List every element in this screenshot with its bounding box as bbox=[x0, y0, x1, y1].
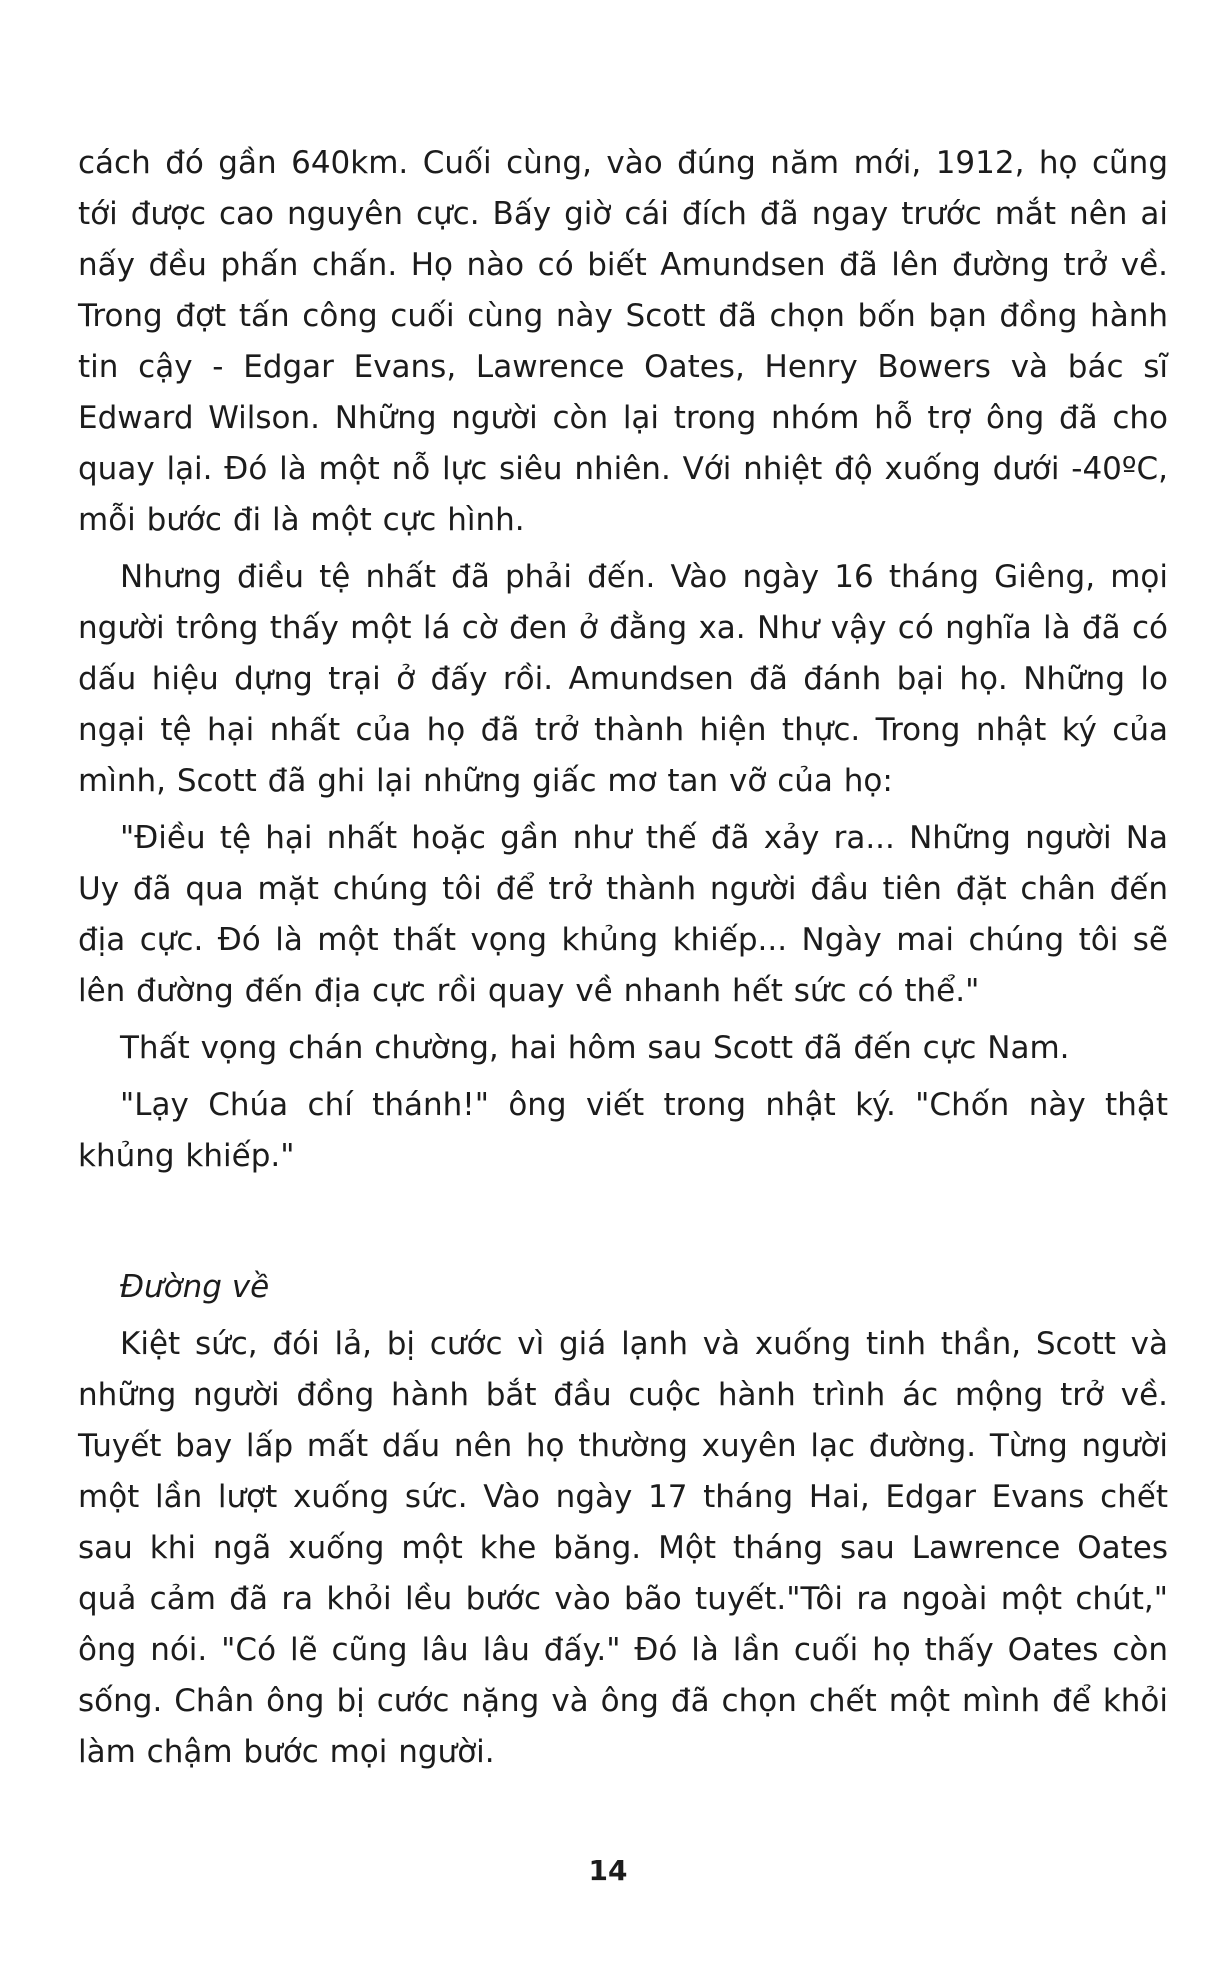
paragraph-journey: cách đó gần 640km. Cuối cùng, vào đúng năm mới, 1912, họ cũng tới được cao nguyên cực. Bấy giờ cái đích đã ngay trước mắt nên ai nấy đều phấn chấn. Họ nào có biết Amundsen đã lên đường trở về. Trong đợt tấn công cuối cùng này Scott đã chọn bốn bạn đồng hành tin cậy - Edgar Evans, Lawrence Oates, Henry Bowers và bác sĩ Edward Wilson. Những người còn lại trong nhóm hỗ trợ ông đã cho quay lại. Đó là một nỗ lực siêu nhiên. Với nhiệt độ xuống dưới -40ºC, mỗi bước đi là một cực hình. bbox=[78, 145, 1168, 538]
paragraph-diary-quote: "Điều tệ hại nhất hoặc gần như thế đã xảy ra... Những người Na Uy đã qua mặt chúng tôi để trở thành người đầu tiên đặt chân đến địa cực. Đó là một thất vọng khủng khiếp... Ngày mai chúng tôi sẽ lên đường đến địa cực rồi quay về nhanh hết sức có thể." bbox=[78, 820, 1168, 1009]
paragraph-south-pole: Thất vọng chán chường, hai hôm sau Scott đã đến cực Nam. bbox=[120, 1030, 1070, 1066]
paragraph-return-journey: Kiệt sức, đói lả, bị cước vì giá lạnh và xuống tinh thần, Scott và những người đồng hành bắt đầu cuộc hành trình ác mộng trở về. Tuyết bay lấp mất dấu nên họ thường xuyên lạc đường. Từng người một lần lượt xuống sức. Vào ngày 17 tháng Hai, Edgar Evans chết sau khi ngã xuống một khe băng. Một tháng sau Lawrence Oates quả cảm đã ra khỏi lều bước vào bão tuyết."Tôi ra ngoài một chút," ông nói. "Có lẽ cũng lâu lâu đấy." Đó là lần cuối họ thấy Oates còn sống. Chân ông bị cước nặng và ông đã chọn chết một mình để khỏi làm chậm bước mọi người. bbox=[78, 1326, 1168, 1770]
section-heading: Đường về bbox=[120, 1269, 270, 1305]
page-number: 14 bbox=[588, 1854, 628, 1887]
paragraph-diary-exclaim: "Lạy Chúa chí thánh!" ông viết trong nhật ký. "Chốn này thật khủng khiếp." bbox=[78, 1087, 1168, 1174]
paragraph-black-flag: Nhưng điều tệ nhất đã phải đến. Vào ngày 16 tháng Giêng, mọi người trông thấy một lá cờ đen ở đằng xa. Như vậy có nghĩa là đã có dấu hiệu dựng trại ở đấy rồi. Amundsen đã đánh bại họ. Những lo ngại tệ hại nhất của họ đã trở thành hiện thực. Trong nhật ký của mình, Scott đã ghi lại những giấc mơ tan vỡ của họ: bbox=[78, 559, 1168, 799]
page-body bbox=[78, 138, 1168, 1778]
